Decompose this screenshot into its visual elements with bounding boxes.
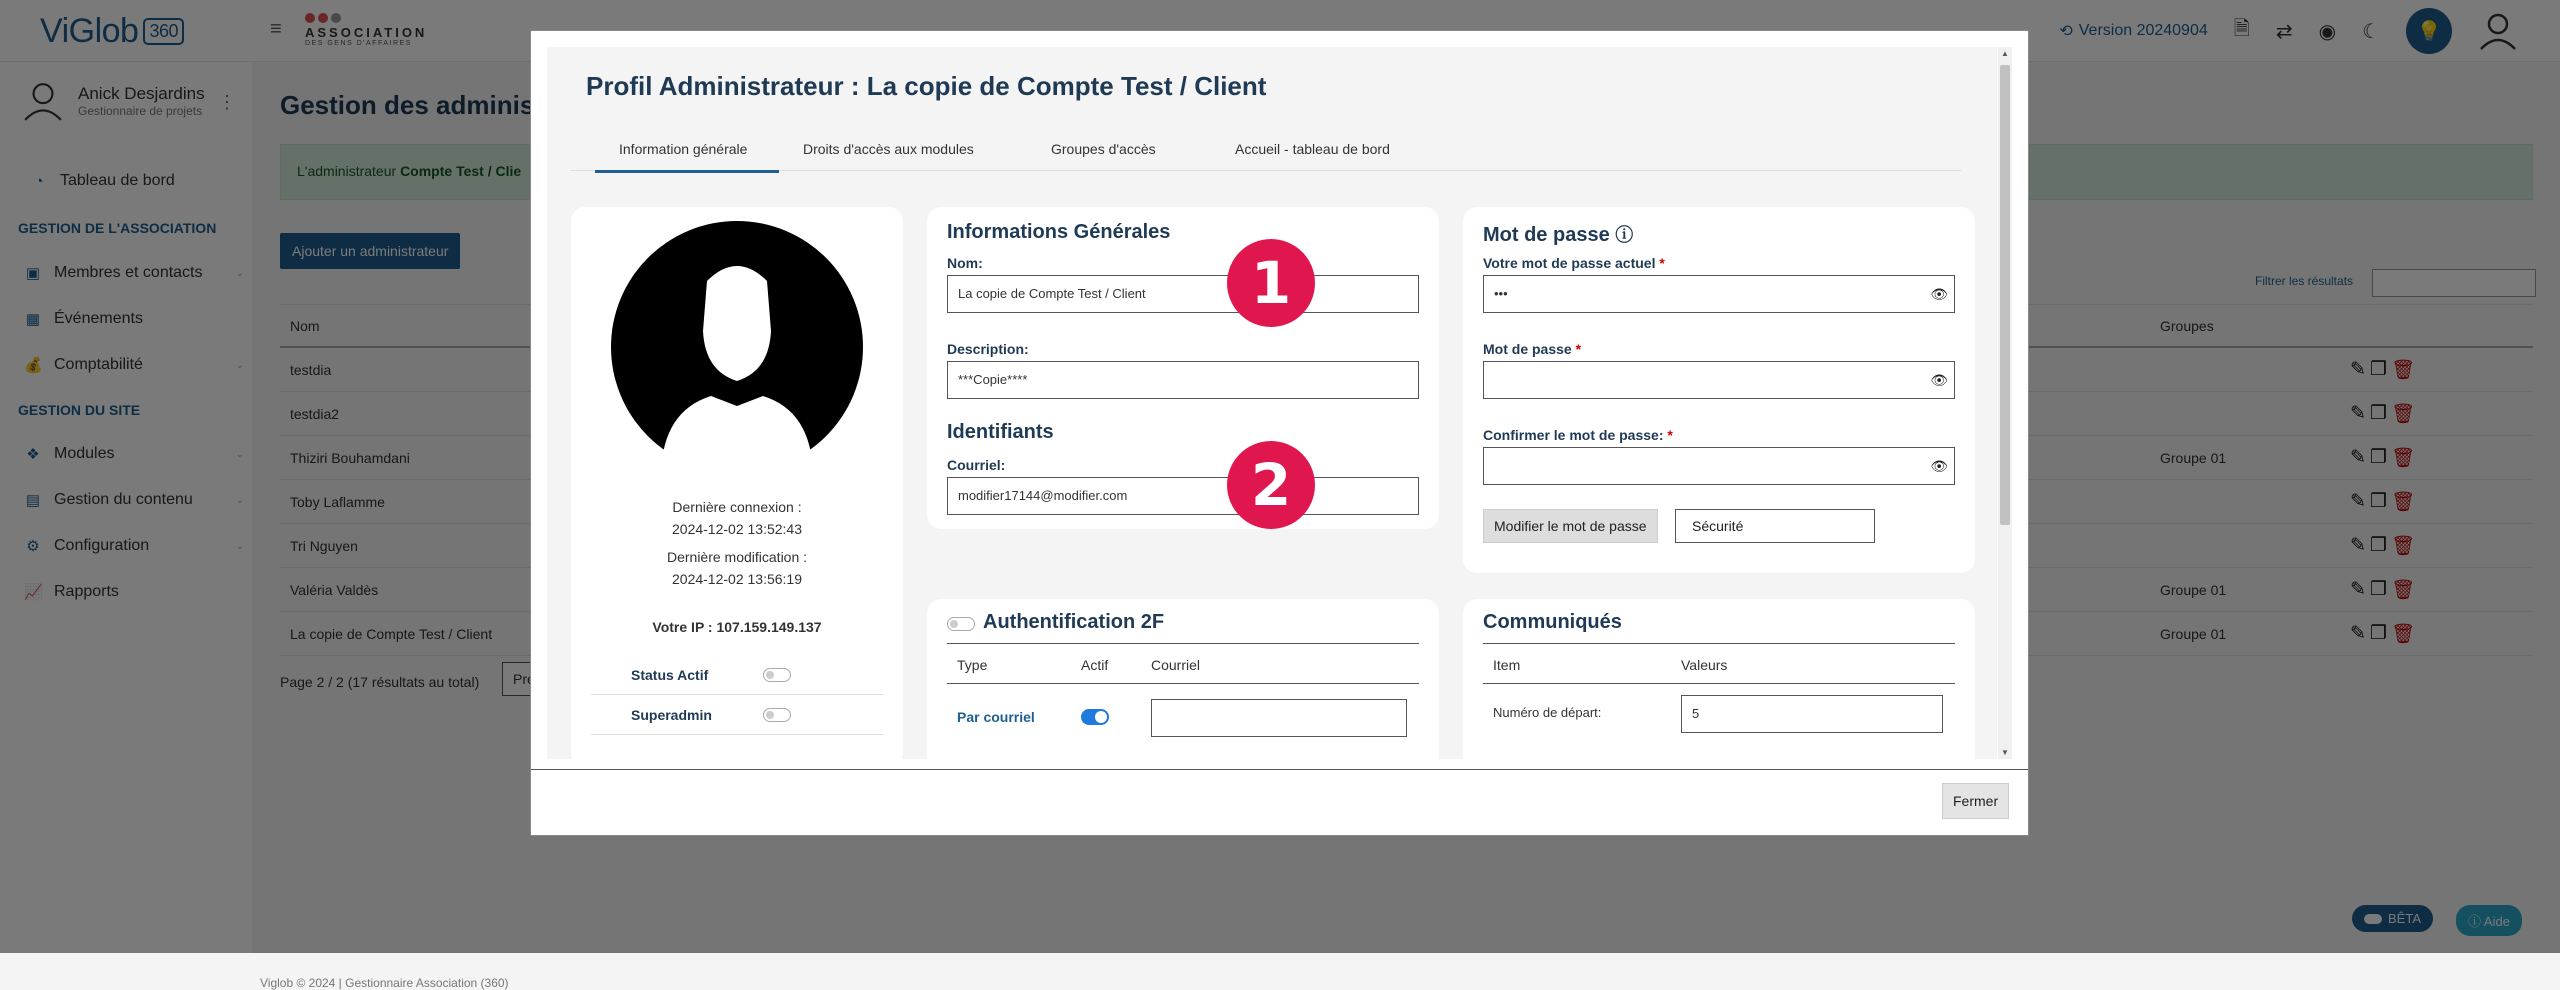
2fa-email-input[interactable]	[1151, 699, 1407, 737]
status-active-label: Status Actif	[631, 666, 709, 683]
tab-dashboard-home[interactable]: Accueil - tableau de bord	[1235, 141, 1390, 157]
show-password-eye-icon[interactable]: 👁	[1930, 458, 1948, 474]
column-header-item: Item	[1493, 657, 1521, 673]
step-badge-1: 1	[1227, 239, 1315, 327]
tab-access-groups[interactable]: Groupes d'accès	[1051, 141, 1156, 157]
current-password-value: •••	[1494, 286, 1508, 301]
modal-title: Profil Administrateur : La copie de Compte Test / Client	[586, 71, 1267, 101]
confirm-password-input[interactable]	[1483, 447, 1955, 485]
last-modification-value: 2024-12-02 13:56:19	[672, 571, 802, 587]
confirm-password-label: Confirmer le mot de passe:	[1483, 427, 1664, 443]
scrollbar-thumb[interactable]	[2000, 65, 2010, 525]
communiques-title: Communiqués	[1483, 611, 1622, 633]
general-info-title: Informations Générales	[947, 221, 1171, 243]
name-input[interactable]: La copie de Compte Test / Client	[947, 275, 1419, 313]
required-asterisk: *	[1659, 255, 1665, 271]
divider	[1483, 683, 1955, 684]
tab-module-rights[interactable]: Droits d'accès aux modules	[803, 141, 974, 157]
help-circle-icon[interactable]: ⓘ	[1615, 225, 1634, 245]
modal-body	[547, 47, 1997, 759]
tab-label: Information générale	[619, 141, 748, 157]
password-card	[1463, 207, 1975, 573]
modal-tabs	[571, 127, 1961, 171]
ip-address: Votre IP : 107.159.149.137	[652, 619, 822, 635]
identifiers-title: Identifiants	[947, 421, 1054, 443]
current-password-label: Votre mot de passe actuel	[1483, 255, 1656, 271]
scroll-down-arrow-icon[interactable]: ▼	[2001, 748, 2009, 757]
step-badge-2: 2	[1227, 441, 1315, 529]
column-header-active: Actif	[1081, 657, 1109, 673]
required-asterisk: *	[1667, 427, 1673, 443]
column-header-values: Valeurs	[1681, 657, 1728, 673]
new-password-label: Mot de passe	[1483, 341, 1572, 357]
profile-avatar[interactable]	[611, 221, 863, 473]
password-title: Mot de passe	[1483, 224, 1610, 246]
last-modification-label: Dernière modification :	[666, 549, 808, 565]
change-password-button[interactable]: Modifier le mot de passe	[1483, 509, 1658, 543]
email-input[interactable]: modifier17144@modifier.com	[947, 477, 1419, 515]
confirm-password-label-wrap	[1483, 427, 1673, 443]
by-email-active-toggle[interactable]	[1081, 709, 1109, 728]
user-silhouette-icon	[611, 221, 863, 473]
current-password-input[interactable]	[1483, 275, 1955, 313]
new-password-label-wrap	[1483, 341, 1581, 357]
security-level-field[interactable]: Sécurité	[1675, 509, 1875, 543]
description-input[interactable]: ***Copie****	[947, 361, 1419, 399]
auth-2f-title: Authentification 2F	[983, 611, 1165, 633]
superadmin-label: Superadmin	[631, 706, 712, 723]
general-info-card	[927, 207, 1439, 529]
start-number-input[interactable]: 5	[1681, 695, 1943, 733]
name-label: Nom:	[947, 255, 983, 271]
scroll-up-arrow-icon[interactable]: ▲	[2001, 49, 2009, 58]
superadmin-toggle[interactable]	[763, 708, 791, 722]
admin-profile-modal	[530, 30, 2029, 836]
tab-general-info[interactable]	[595, 141, 779, 173]
description-label: Description:	[947, 341, 1029, 357]
email-label: Courriel:	[947, 457, 1006, 473]
column-header-type: Type	[957, 657, 988, 673]
last-login-value: 2024-12-02 13:52:43	[672, 521, 802, 537]
modal-scrollbar[interactable]	[1998, 47, 2012, 759]
current-password-label-wrap	[1483, 255, 1665, 271]
divider	[1483, 643, 1955, 644]
profile-card	[571, 207, 903, 767]
show-password-eye-icon[interactable]: 👁	[1930, 372, 1948, 388]
start-number-label: Numéro de départ:	[1493, 705, 1602, 720]
new-password-input[interactable]	[1483, 361, 1955, 399]
required-asterisk: *	[1575, 341, 1582, 357]
status-active-row	[591, 655, 883, 695]
last-login-label: Dernière connexion :	[672, 499, 802, 515]
divider	[947, 643, 1419, 644]
divider	[947, 683, 1419, 684]
by-email-label: Par courriel	[957, 709, 1035, 725]
password-title-wrap	[1483, 221, 1633, 247]
status-active-toggle[interactable]	[763, 668, 791, 682]
modal-footer-divider	[531, 769, 2028, 770]
show-password-eye-icon[interactable]: 👁	[1930, 286, 1948, 302]
close-modal-button[interactable]: Fermer	[1942, 783, 2009, 819]
column-header-email: Courriel	[1151, 657, 1201, 673]
auth-2f-toggle[interactable]	[947, 617, 975, 631]
footer-copyright: Viglob © 2024 | Gestionnaire Association (360)	[260, 976, 509, 990]
superadmin-row	[591, 695, 883, 735]
